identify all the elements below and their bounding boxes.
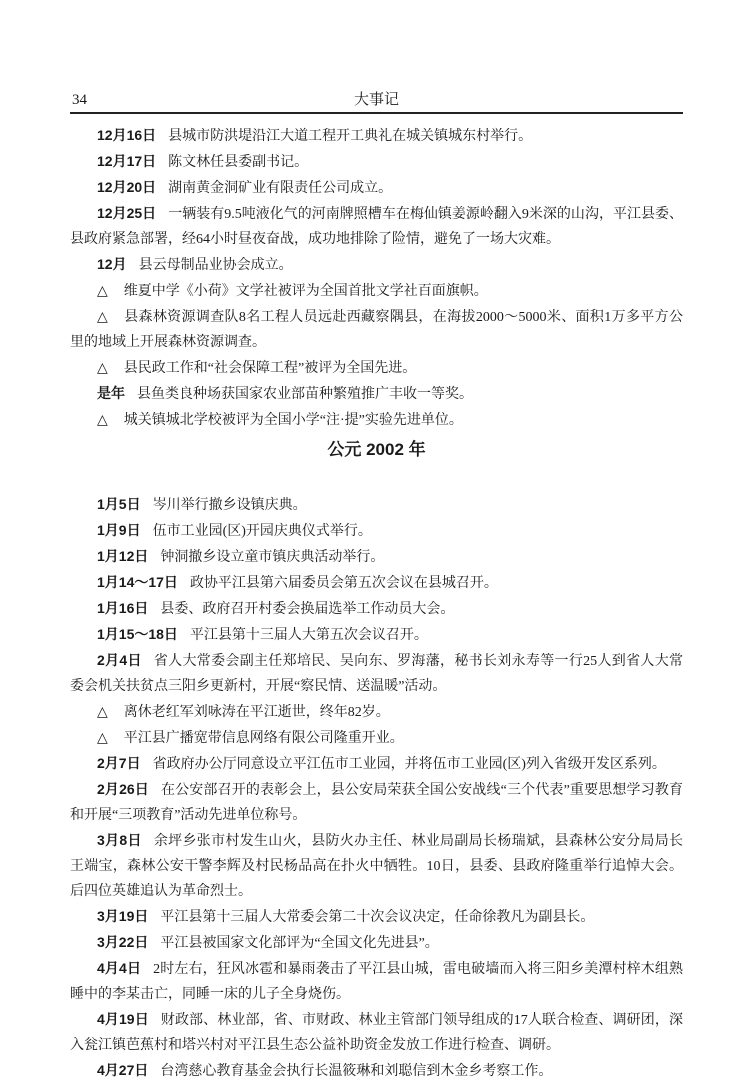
year-heading: 公元 2002 年 xyxy=(327,440,426,459)
entry-text: 2时左右，狂风冰雹和暴雨袭击了平江县山城，雷电破墙而入将三阳乡美潭村梓木组熟睡中的李某击亡，同睡一床的儿子全身烧伤。 xyxy=(70,962,684,1002)
entry-text: 离休老红军刘咏涛在平江逝世，终年82岁。 xyxy=(123,705,390,720)
entry-text: 县云母制品业协会成立。 xyxy=(138,258,293,273)
entry-text: 县森林资源调查队8名工程人员远赴西藏察隅县，在海拔2000～5000米、面积1万多平方公里的地域上开展森林资源调查。 xyxy=(70,310,683,350)
entry-text: 省人大常委会副主任郑培民、吴向东、罗海藩，秘书长刘永寿等一行25人到省人大常委会机关扶贫点三阳乡更新村，开展“察民情、送温暖”活动。 xyxy=(70,654,684,694)
triangle-marker-icon: △ xyxy=(97,359,108,375)
entry-text: 县民政工作和“社会保障工程”被评为全国先进。 xyxy=(123,361,417,376)
triangle-marker-icon: △ xyxy=(97,703,108,719)
chronicle-entry xyxy=(70,622,683,648)
header-rule xyxy=(70,112,683,114)
entry-text: 平江县第十三届人大第五次会议召开。 xyxy=(189,628,428,643)
entry-text: 岑川举行撤乡设镇庆典。 xyxy=(152,498,307,513)
entry-date: 是年 xyxy=(97,385,125,401)
chronicle-entry xyxy=(70,1007,683,1058)
chronicle-entry xyxy=(70,492,683,518)
entry-date: 12月20日 xyxy=(97,179,157,195)
entry-text: 城关镇城北学校被评为全国小学“注·提”实验先进单位。 xyxy=(123,413,463,428)
page-number: 34 xyxy=(72,92,87,108)
running-title: 大事记 xyxy=(353,92,399,108)
entry-date: 4月27日 xyxy=(97,1062,149,1078)
chronicle-entry xyxy=(70,355,683,381)
entry-date: 3月19日 xyxy=(97,908,149,924)
triangle-marker-icon: △ xyxy=(97,308,109,324)
chronicle-entry xyxy=(70,175,683,201)
chronicle-entry xyxy=(70,777,683,828)
chronicle-entry xyxy=(70,956,683,1007)
chronicle-entry xyxy=(70,149,683,175)
entry-text: 财政部、林业部，省、市财政、林业主管部门领导组成的17人联合检查、调研团，深入瓮江镇芭蕉村和塔兴村对平江县生态公益补助资金发放工作进行检查、调研。 xyxy=(70,1013,684,1053)
entry-text: 一辆装有9.5吨液化气的河南牌照槽车在梅仙镇姜源岭翻入9米深的山沟，平江县委、县政府紧急部署，经64小时昼夜奋战，成功地排除了险情，避免了一场大灾难。 xyxy=(70,207,683,247)
entry-text: 政协平江县第六届委员会第五次会议在县城召开。 xyxy=(189,576,498,591)
triangle-marker-icon: △ xyxy=(97,411,108,427)
chronicle-entry xyxy=(70,570,683,596)
chronicle-entry xyxy=(70,518,683,544)
entry-text: 平江县被国家文化部评为“全国文化先进县”。 xyxy=(160,936,439,951)
running-header xyxy=(70,88,683,112)
entry-text: 湖南黄金洞矿业有限责任公司成立。 xyxy=(168,181,393,196)
entry-date: 1月9日 xyxy=(97,522,141,538)
chronicle-entry xyxy=(70,648,683,699)
entry-date: 12月 xyxy=(97,256,127,272)
chronicle-entry xyxy=(70,201,683,252)
entry-text: 钟洞撤乡设立童市镇庆典活动举行。 xyxy=(160,550,385,565)
chronicle-entry xyxy=(70,904,683,930)
chronicle-entry xyxy=(70,699,683,725)
entry-date: 12月16日 xyxy=(97,127,157,143)
entry-date: 1月14～17日 xyxy=(97,574,178,590)
entry-date: 1月12日 xyxy=(97,548,149,564)
entry-date: 4月4日 xyxy=(97,960,142,976)
chronicle-entry xyxy=(70,930,683,956)
entry-date: 1月15～18日 xyxy=(97,626,178,642)
section-2002 xyxy=(70,492,683,1084)
triangle-marker-icon: △ xyxy=(97,282,108,298)
entry-date: 1月5日 xyxy=(97,496,141,512)
chronicle-entry xyxy=(70,304,683,355)
entry-text: 省政府办公厅同意设立平江伍市工业园，并将伍市工业园(区)列入省级开发区系列。 xyxy=(152,757,666,772)
section-2001 xyxy=(70,123,683,433)
entry-text: 陈文林任县委副书记。 xyxy=(168,155,309,170)
entry-text: 余坪乡张市村发生山火，县防火办主任、林业局副局长杨瑞斌，县森林公安分局局长王端宝，森林公安干警李辉及村民杨品高在扑火中牺牲。10日，县委、县政府隆重举行追悼大会。后四位英雄追认为革命烈士。 xyxy=(70,834,684,899)
entry-text: 伍市工业园(区)开园庆典仪式举行。 xyxy=(152,524,372,539)
entry-date: 2月4日 xyxy=(97,652,142,668)
chronicle-entry xyxy=(70,252,683,278)
triangle-marker-icon: △ xyxy=(97,729,108,745)
entry-date: 4月19日 xyxy=(97,1011,149,1027)
entry-date: 1月16日 xyxy=(97,600,149,616)
entry-text: 维夏中学《小荷》文学社被评为全国首批文学社百面旗帜。 xyxy=(123,284,488,299)
chronicle-entry xyxy=(70,828,683,904)
chronicle-entry xyxy=(70,407,683,433)
chronicle-entry xyxy=(70,596,683,622)
entry-date: 3月8日 xyxy=(97,832,142,848)
chronicle-entry xyxy=(70,544,683,570)
chronicle-entry xyxy=(70,278,683,304)
entry-text: 县鱼类良种场获国家农业部苗种繁殖推广丰收一等奖。 xyxy=(137,387,473,402)
chronicle-entry xyxy=(70,123,683,149)
entry-text: 平江县广播宽带信息网络有限公司隆重开业。 xyxy=(123,731,404,746)
entry-date: 3月22日 xyxy=(97,934,149,950)
entry-date: 12月17日 xyxy=(97,153,157,169)
entry-date: 12月25日 xyxy=(97,205,157,221)
entry-text: 在公安部召开的表彰会上，县公安局荣获全国公安战线“三个代表”重要思想学习教育和开展“三项教育”活动先进单位称号。 xyxy=(70,783,683,823)
chronicle-entry xyxy=(70,381,683,407)
chronicle-entry xyxy=(70,725,683,751)
document-body xyxy=(70,123,683,1084)
entry-date: 2月7日 xyxy=(97,755,141,771)
entry-text: 台湾慈心教育基金会执行长温筱琳和刘聪信到木金乡考察工作。 xyxy=(160,1064,553,1079)
entry-date: 2月26日 xyxy=(97,781,149,797)
entry-text: 县委、政府召开村委会换届选举工作动员大会。 xyxy=(160,602,455,617)
entry-text: 平江县第十三届人大常委会第二十次会议决定，任命徐教凡为副县长。 xyxy=(160,910,595,925)
entry-text: 县城市防洪堤沿江大道工程开工典礼在城关镇城东村举行。 xyxy=(168,129,533,144)
chronicle-entry xyxy=(70,751,683,777)
